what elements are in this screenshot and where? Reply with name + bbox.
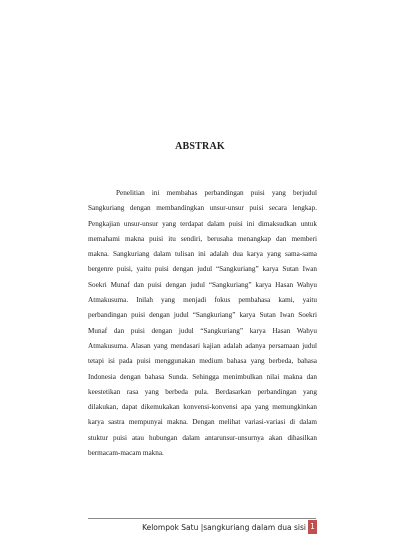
abstract-line: Atmakusuma. Alasan yang mendasari kajian adalah adanya persamaan judul: [88, 341, 317, 350]
page-title: ABSTRAK: [175, 141, 225, 152]
abstract-line: dilakukan, dapat dikemukakan konvensi-konvensi apa yang memungkinkan: [88, 403, 317, 412]
abstract-line: karya sastra mempunyai makna. Dengan melihat variasi-variasi di dalam: [88, 418, 317, 427]
footer-divider: [88, 518, 316, 519]
footer-text: Kelompok Satu |sangkuriang dalam dua sisi: [142, 523, 306, 532]
abstract-line: Munaf dan puisi dengan judul “Sangkuriang” karya Hasan Wahyu: [88, 326, 317, 335]
abstract-line: perbandingan puisi dengan judul “Sangkuriang” karya Sutan Iwan Soekri: [88, 311, 317, 320]
abstract-line: makna. Sangkuriang dalam tulisan ini adalah dua karya yang sama-sama: [88, 250, 317, 259]
abstract-line: Penelitian ini membahas perbandingan puisi yang berjudul: [116, 189, 317, 197]
abstract-line: tetapi isi pada puisi menggunakan medium bahasa yang berbeda, bahasa: [88, 357, 317, 366]
abstract-line: Pengkajian unsur-unsur yang terdapat dalam puisi ini dimaksudkan untuk: [88, 219, 317, 228]
abstract-line: Sangkuriang dengan membandingkan unsur-unsur puisi secara lengkap.: [88, 204, 317, 213]
abstract-line: bergenre puisi, yaitu puisi dengan judul “Sangkuriang” karya Sutan Iwan: [88, 265, 317, 274]
abstract-line: bermacam-macam makna.: [88, 449, 164, 458]
abstract-line: Atmakusuma. Inilah yang menjadi fokus pembahasa kami, yaitu: [88, 296, 317, 305]
abstract-line: Indonesia dengan bahasa Sunda. Sehingga menimbulkan nilai makna dan: [88, 372, 317, 381]
abstract-line: keestetikan rasa yang berbeda pula. Berdasarkan perbandingan yang: [88, 387, 317, 396]
abstract-line: stuktur puisi atau hubungan dalam antarunsur-unsurnya akan dihasilkan: [88, 433, 317, 442]
abstract-line: Soekri Munaf dan puisi dengan judul “Sangkuriang” karya Hasan Wahyu: [88, 280, 317, 289]
abstract-body: [88, 186, 317, 461]
abstract-line: memahami makna puisi itu sendiri, berusaha menangkap dan memberi: [88, 234, 317, 243]
page-number-badge: 1: [308, 520, 317, 534]
